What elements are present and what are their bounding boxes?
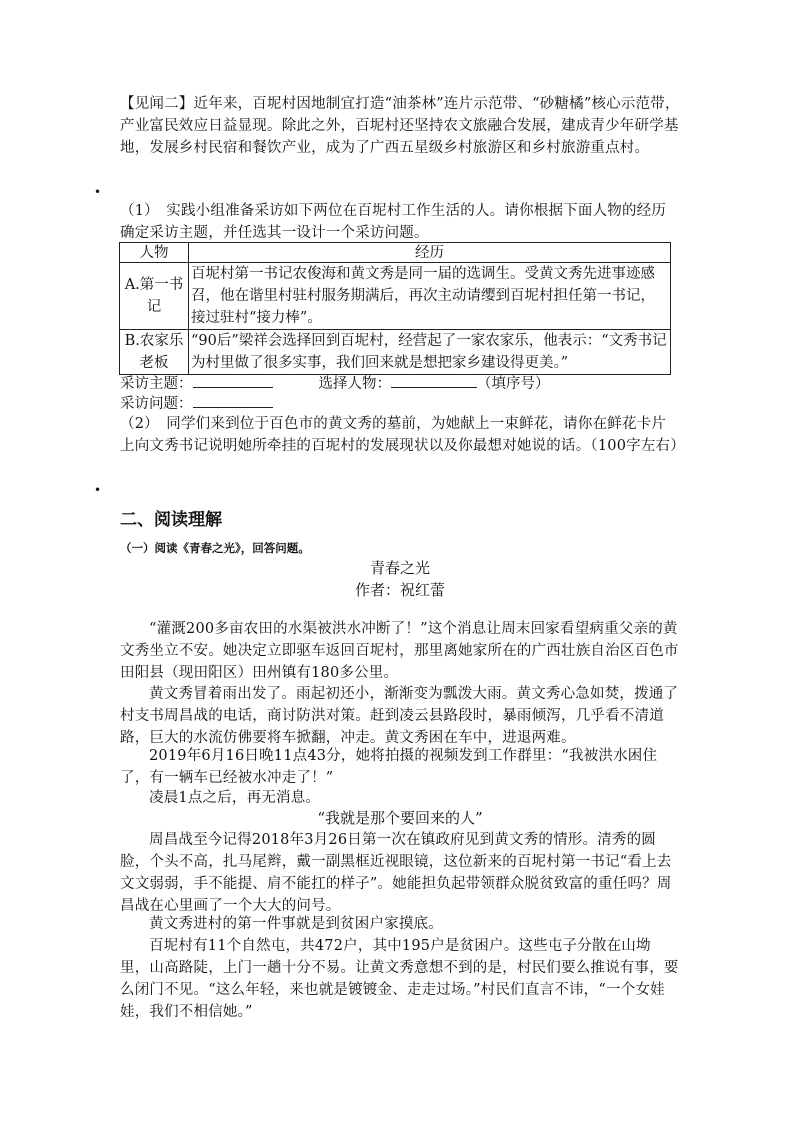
question2-prompt: （2） 同学们来到位于百色市的黄文秀的墓前，为她献上一束鲜花，请你在鲜花卡片上向文秀书记说明她所牵挂的百坭村的发展现状以及你最想对她说的话。（100字左右） — [120, 416, 685, 454]
section-subheading: （一）阅读《青春之光》，回答问题。 — [120, 541, 310, 555]
answer-line-topic — [120, 373, 550, 394]
article-title: 青春之光 — [369, 559, 430, 577]
article-paragraph-5: 周昌战至今记得2018年3月26日第一次在镇政府见到黄文秀的情形。清秀的圆脸，个头不高，扎马尾辫，戴一副黑框近视眼镜，这位新来的百坭村第一书记“看上去文文弱弱，手不能提、肩不能扛的样子”。她能担负起带领群众脱贫致富的重任吗？周昌战在心里画了一个大大的问号。 — [120, 832, 672, 914]
person-blank[interactable] — [391, 373, 477, 388]
bullet-marker: • — [94, 483, 102, 497]
table-header-row — [120, 243, 671, 263]
question-blank[interactable] — [193, 393, 273, 408]
topic-label: 采访主题： — [120, 376, 193, 392]
reading2-paragraph: 【见闻二】近年来，百坭村因地制宜打造“油茶林”连片示范带、“砂糖橘”核心示范带，产业富民效应日益显现。除此之外，百坭村还坚持农文旅融合发展，建成青少年研学基地，发展乡村民宿和餐饮产业，成为了广西五星级乡村旅游区和乡村旅游重点村。 — [120, 96, 680, 156]
answer-line-question — [120, 393, 273, 414]
bullet-marker: • — [94, 185, 102, 199]
interview-table — [119, 242, 671, 375]
table-row — [120, 330, 671, 375]
table-header-person: 人物 — [120, 243, 189, 263]
question-label: 采访问题： — [120, 396, 193, 412]
article-paragraph-6: 黄文秀进村的第一件事就是到贫困户家摸底。 — [149, 916, 443, 932]
article-paragraph-7: 百坭村有11个自然屯，共472户，其中195户是贫困户。这些屯子分散在山坳里，山高路陡，上门一趟十分不易。让黄文秀意想不到的是，村民们要么推说有事，要么闭门不见。“这么年轻，来也就是镀镀金、走走过场。”村民们直言不讳，“一个女娃娃，我们不相信她。” — [120, 938, 679, 1020]
fill-hint: （填序号） — [477, 376, 550, 392]
article-paragraph-4: 凌晨1点之后，再无消息。 — [149, 790, 321, 806]
table-row — [120, 263, 671, 330]
table-header-experience: 经历 — [189, 243, 671, 263]
table-cell-person: B.农家乐老板 — [120, 330, 189, 375]
person-label: 选择人物： — [318, 376, 391, 392]
article-author: 作者：祝红蕾 — [354, 581, 445, 599]
table-cell-experience: 百坭村第一书记农俊海和黄文秀是同一届的选调生。受黄文秀先进事迹感召，他在谐里村驻村服务期满后，再次主动请缨到百坭村担任第一书记，接过驻村“接力棒”。 — [189, 263, 671, 330]
section-heading: 二、阅读理解 — [120, 510, 222, 530]
table-cell-person: A.第一书记 — [120, 263, 189, 330]
article-paragraph-1: “灌溉200多亩农田的水渠被洪水冲断了！”这个消息让周末回家看望病重父亲的黄文秀坐立不安。她决定立即驱车返回百坭村，那里离她家所在的广西壮族自治区百色市田阳县（现田阳区）田州镇有180多公里。 — [120, 621, 679, 681]
article-paragraph-2: 黄文秀冒着雨出发了。雨起初还小，渐渐变为瓢泼大雨。黄文秀心急如焚，拨通了村支书周昌战的电话，商讨防洪对策。赶到凌云县路段时，暴雨倾泻，几乎看不清道路，巨大的水流仿佛要将车掀翻，冲走。黄文秀困在车中，进退两难。 — [120, 686, 679, 746]
question1-prompt: （1） 实践小组准备采访如下两位在百坭村工作生活的人。请你根据下面人物的经历确定采访主题，并任选其一设计一个采访问题。 — [120, 203, 667, 241]
article-subtitle: “我就是那个要回来的人” — [317, 809, 483, 827]
topic-blank[interactable] — [193, 373, 273, 388]
table-cell-experience: “90后”梁祥会选择回到百坭村，经营起了一家农家乐，他表示：“文秀书记为村里做了很多实事，我们回来就是想把家乡建设得更美。” — [189, 330, 671, 375]
article-paragraph-3: 2019年6月16日晚11点43分，她将拍摄的视频发到工作群里：“我被洪水困住了，有一辆车已经被水冲走了！” — [120, 748, 658, 786]
